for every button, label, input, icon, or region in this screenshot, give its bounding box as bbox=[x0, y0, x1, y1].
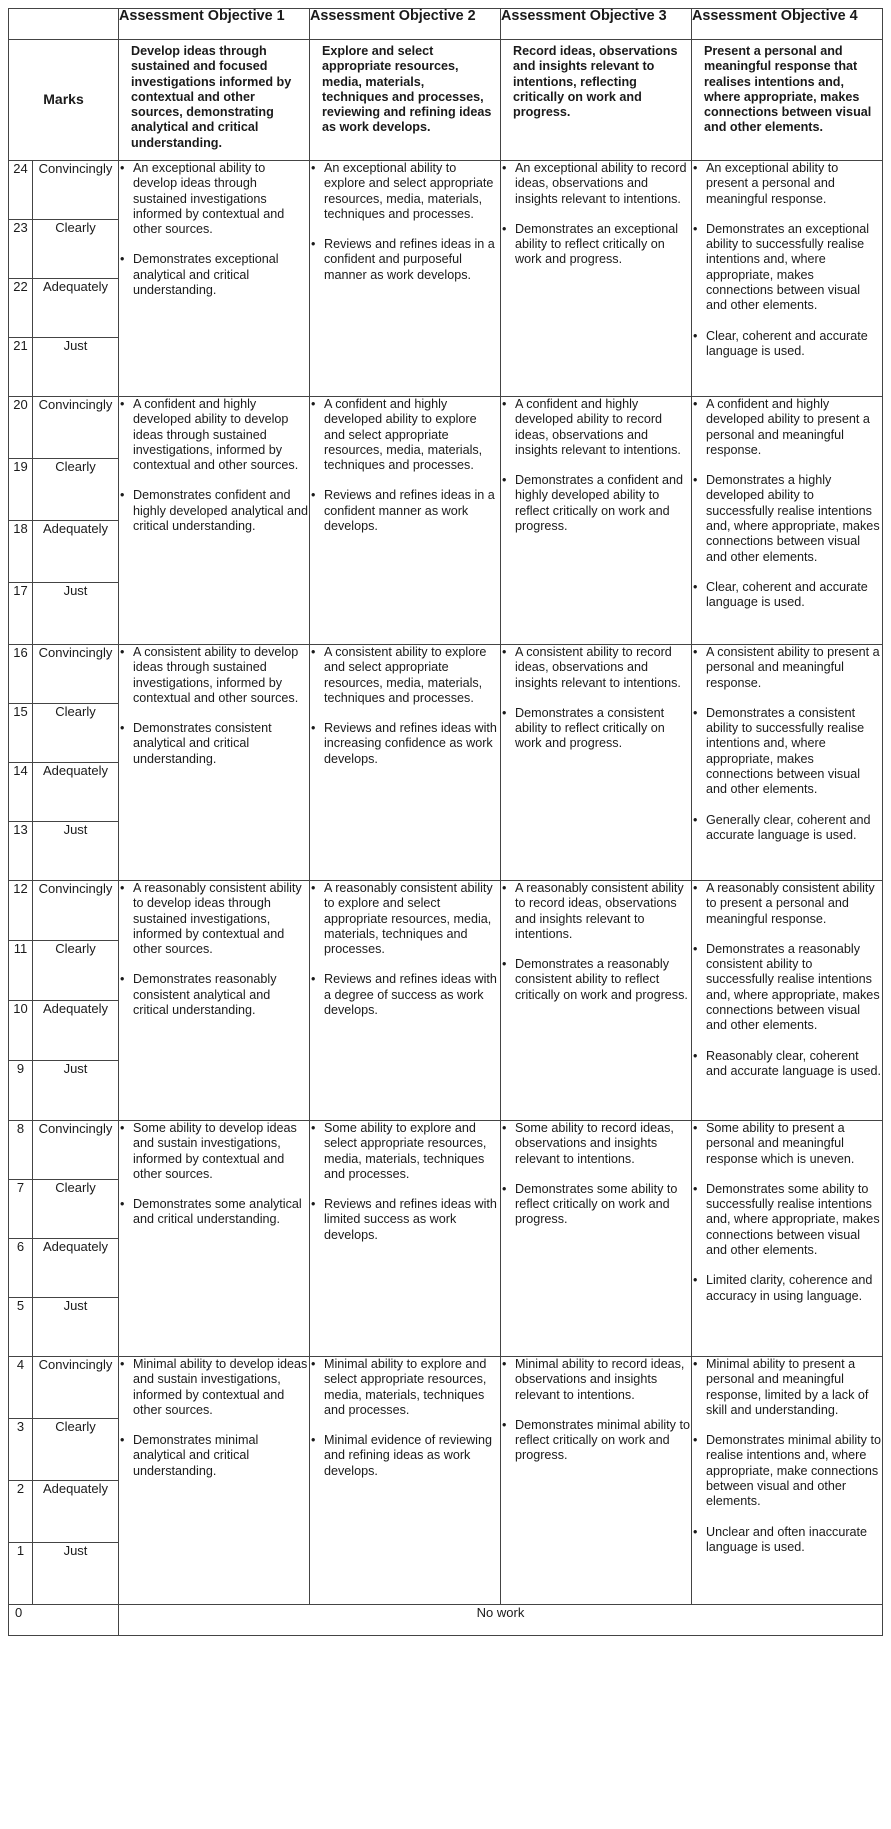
criteria-item: • Reviews and refines ideas with increasing confidence as work develops. bbox=[310, 721, 500, 767]
criteria-item: • Reasonably clear, coherent and accurate language is used. bbox=[692, 1049, 882, 1080]
mark-level: Adequately bbox=[33, 1481, 119, 1543]
ao4-description: Present a personal and meaningful response that realises intentions and, where appropriate, makes connections between visual and other elements. bbox=[692, 40, 883, 161]
criteria-item: • A confident and highly developed ability to present a personal and meaningful response. bbox=[692, 397, 882, 458]
mark-level: Adequately bbox=[33, 279, 119, 338]
criteria-item: • A reasonably consistent ability to explore and select appropriate resources, media, materials, techniques and processes. bbox=[310, 881, 500, 957]
ao3-criteria-cell bbox=[501, 881, 692, 1121]
mark-level: Convincingly bbox=[33, 881, 119, 941]
mark-number: 20 bbox=[9, 397, 33, 459]
criteria-item: • Demonstrates minimal analytical and critical understanding. bbox=[119, 1433, 309, 1479]
ao3-description: Record ideas, observations and insights relevant to intentions, reflecting critically on work and progress. bbox=[501, 40, 692, 161]
criteria-list bbox=[501, 1121, 691, 1228]
criteria-item: • Limited clarity, coherence and accuracy in using language. bbox=[692, 1273, 882, 1304]
marks-label: Marks bbox=[9, 40, 119, 161]
criteria-list bbox=[501, 397, 691, 534]
criteria-item: • A confident and highly developed ability to explore and select appropriate resources, media, materials, techniques and processes. bbox=[310, 397, 500, 473]
criteria-item: • Some ability to develop ideas and sustain investigations, informed by contextual and other sources. bbox=[119, 1121, 309, 1182]
criteria-item: • Demonstrates a reasonably consistent ability to successfully realise intentions and, where appropriate, makes connections between visual and other elements. bbox=[692, 942, 882, 1034]
mark-number: 19 bbox=[9, 459, 33, 521]
mark-number: 12 bbox=[9, 881, 33, 941]
mark-row bbox=[9, 645, 883, 704]
criteria-list bbox=[692, 645, 882, 843]
ao3-criteria-cell bbox=[501, 645, 692, 881]
criteria-item: • An exceptional ability to record ideas, observations and insights relevant to intentions. bbox=[501, 161, 691, 207]
criteria-item: • Demonstrates some analytical and critical understanding. bbox=[119, 1197, 309, 1228]
ao1-criteria-cell bbox=[119, 881, 310, 1121]
criteria-item: • Reviews and refines ideas in a confident manner as work develops. bbox=[310, 488, 500, 534]
mark-number: 9 bbox=[9, 1061, 33, 1121]
mark-number: 4 bbox=[9, 1357, 33, 1419]
criteria-item: • A reasonably consistent ability to record ideas, observations and insights relevant to intentions. bbox=[501, 881, 691, 942]
criteria-item: • A consistent ability to record ideas, observations and insights relevant to intentions. bbox=[501, 645, 691, 691]
criteria-item: • Reviews and refines ideas in a confident and purposeful manner as work develops. bbox=[310, 237, 500, 283]
criteria-item: • A confident and highly developed ability to develop ideas through sustained investigations, informed by contextual and other sources. bbox=[119, 397, 309, 473]
criteria-item: • Demonstrates exceptional analytical and critical understanding. bbox=[119, 252, 309, 298]
criteria-item: • A reasonably consistent ability to present a personal and meaningful response. bbox=[692, 881, 882, 927]
ao4-criteria-cell bbox=[692, 881, 883, 1121]
ao4-criteria-cell bbox=[692, 1357, 883, 1605]
header-blank-cell bbox=[9, 9, 119, 40]
criteria-list bbox=[310, 1357, 500, 1479]
mark-number: 24 bbox=[9, 161, 33, 220]
criteria-list bbox=[692, 161, 882, 359]
mark-level: Adequately bbox=[33, 1239, 119, 1298]
mark-number: 11 bbox=[9, 941, 33, 1001]
mark-level: Just bbox=[33, 1543, 119, 1605]
mark-level: Clearly bbox=[33, 704, 119, 763]
no-work-label: No work bbox=[119, 1605, 883, 1636]
criteria-item: • Clear, coherent and accurate language is used. bbox=[692, 580, 882, 611]
mark-number: 15 bbox=[9, 704, 33, 763]
criteria-item: • Demonstrates a reasonably consistent ability to reflect critically on work and progress. bbox=[501, 957, 691, 1003]
mark-level: Convincingly bbox=[33, 1357, 119, 1419]
criteria-list bbox=[119, 161, 309, 298]
mark-level: Just bbox=[33, 1298, 119, 1357]
criteria-item: • Some ability to record ideas, observations and insights relevant to intentions. bbox=[501, 1121, 691, 1167]
criteria-item: • Demonstrates a highly developed ability to successfully realise intentions and, where appropriate, makes connections between visual and other elements. bbox=[692, 473, 882, 565]
ao4-criteria-cell bbox=[692, 397, 883, 645]
mark-number: 1 bbox=[9, 1543, 33, 1605]
criteria-item: • A consistent ability to present a personal and meaningful response. bbox=[692, 645, 882, 691]
mark-level: Clearly bbox=[33, 1419, 119, 1481]
criteria-list bbox=[119, 1357, 309, 1479]
criteria-list bbox=[501, 1357, 691, 1464]
criteria-list bbox=[692, 881, 882, 1079]
criteria-item: • Minimal ability to explore and select appropriate resources, media, materials, techniques and processes. bbox=[310, 1357, 500, 1418]
criteria-list bbox=[692, 1357, 882, 1555]
ao2-criteria-cell bbox=[310, 1121, 501, 1357]
criteria-item: • An exceptional ability to present a personal and meaningful response. bbox=[692, 161, 882, 207]
criteria-list bbox=[692, 397, 882, 611]
criteria-item: • Demonstrates minimal ability to reflect critically on work and progress. bbox=[501, 1418, 691, 1464]
mark-number: 7 bbox=[9, 1180, 33, 1239]
ao2-description: Explore and select appropriate resources, media, materials, techniques and processes, reviewing and refining ideas as work develops. bbox=[310, 40, 501, 161]
mark-row bbox=[9, 1121, 883, 1180]
criteria-list bbox=[310, 881, 500, 1018]
mark-level: Adequately bbox=[33, 521, 119, 583]
criteria-item: • Unclear and often inaccurate language is used. bbox=[692, 1525, 882, 1556]
mark-number: 8 bbox=[9, 1121, 33, 1180]
mark-number: 14 bbox=[9, 763, 33, 822]
criteria-item: • An exceptional ability to develop ideas through sustained investigations informed by contextual and other sources. bbox=[119, 161, 309, 237]
mark-number: 18 bbox=[9, 521, 33, 583]
criteria-list bbox=[119, 645, 309, 767]
mark-level: Clearly bbox=[33, 459, 119, 521]
grid-body bbox=[9, 161, 883, 1636]
ao1-criteria-cell bbox=[119, 645, 310, 881]
criteria-item: • Minimal ability to develop ideas and sustain investigations, informed by contextual and other sources. bbox=[119, 1357, 309, 1418]
mark-level: Just bbox=[33, 583, 119, 645]
ao1-criteria-cell bbox=[119, 1121, 310, 1357]
criteria-item: • Demonstrates a confident and highly developed ability to reflect critically on work and progress. bbox=[501, 473, 691, 534]
criteria-item: • A consistent ability to develop ideas through sustained investigations, informed by contextual and other sources. bbox=[119, 645, 309, 706]
mark-level: Convincingly bbox=[33, 1121, 119, 1180]
criteria-item: • Demonstrates an exceptional ability to successfully realise intentions and, where appropriate, makes connections between visual and other elements. bbox=[692, 222, 882, 314]
objective-description-row bbox=[9, 40, 883, 161]
criteria-item: • A consistent ability to explore and select appropriate resources, media, materials, techniques and processes. bbox=[310, 645, 500, 706]
mark-row bbox=[9, 397, 883, 459]
criteria-item: • Demonstrates some ability to reflect critically on work and progress. bbox=[501, 1182, 691, 1228]
criteria-item: • Minimal evidence of reviewing and refining ideas as work develops. bbox=[310, 1433, 500, 1479]
mark-number: 6 bbox=[9, 1239, 33, 1298]
mark-level: Just bbox=[33, 822, 119, 881]
mark-level: Just bbox=[33, 1061, 119, 1121]
criteria-list bbox=[692, 1121, 882, 1304]
criteria-item: • Demonstrates some ability to successfully realise intentions and, where appropriate, makes connections between visual and other elements. bbox=[692, 1182, 882, 1258]
ao3-criteria-cell bbox=[501, 1121, 692, 1357]
criteria-list bbox=[310, 1121, 500, 1243]
mark-number: 10 bbox=[9, 1001, 33, 1061]
mark-number: 23 bbox=[9, 220, 33, 279]
mark-level: Clearly bbox=[33, 941, 119, 1001]
mark-number: 13 bbox=[9, 822, 33, 881]
ao2-title: Assessment Objective 2 bbox=[310, 9, 501, 40]
criteria-item: • Demonstrates a consistent ability to reflect critically on work and progress. bbox=[501, 706, 691, 752]
ao2-criteria-cell bbox=[310, 161, 501, 397]
ao4-title: Assessment Objective 4 bbox=[692, 9, 883, 40]
criteria-item: • A reasonably consistent ability to develop ideas through sustained investigations, informed by contextual and other sources. bbox=[119, 881, 309, 957]
criteria-item: • Generally clear, coherent and accurate language is used. bbox=[692, 813, 882, 844]
zero-mark-row bbox=[9, 1605, 883, 1636]
mark-level: Clearly bbox=[33, 220, 119, 279]
mark-level: Adequately bbox=[33, 1001, 119, 1061]
criteria-list bbox=[501, 645, 691, 752]
zero-mark-number: 0 bbox=[9, 1605, 119, 1636]
criteria-item: • Demonstrates an exceptional ability to reflect critically on work and progress. bbox=[501, 222, 691, 268]
mark-number: 22 bbox=[9, 279, 33, 338]
criteria-item: • Demonstrates a consistent ability to successfully realise intentions and, where appropriate, makes connections between visual and other elements. bbox=[692, 706, 882, 798]
mark-number: 21 bbox=[9, 338, 33, 397]
criteria-list bbox=[310, 161, 500, 283]
criteria-item: • Minimal ability to record ideas, observations and insights relevant to intentions. bbox=[501, 1357, 691, 1403]
ao1-title: Assessment Objective 1 bbox=[119, 9, 310, 40]
mark-level: Convincingly bbox=[33, 397, 119, 459]
ao4-criteria-cell bbox=[692, 161, 883, 397]
mark-number: 3 bbox=[9, 1419, 33, 1481]
ao1-criteria-cell bbox=[119, 161, 310, 397]
ao1-criteria-cell bbox=[119, 397, 310, 645]
ao3-criteria-cell bbox=[501, 397, 692, 645]
criteria-item: • An exceptional ability to explore and select appropriate resources, media, materials, techniques and processes. bbox=[310, 161, 500, 222]
criteria-item: • Demonstrates minimal ability to realise intentions and, where appropriate, make connections between visual and other elements. bbox=[692, 1433, 882, 1509]
mark-level: Clearly bbox=[33, 1180, 119, 1239]
criteria-item: • Some ability to present a personal and meaningful response which is uneven. bbox=[692, 1121, 882, 1167]
mark-row bbox=[9, 881, 883, 941]
mark-row bbox=[9, 161, 883, 220]
ao3-criteria-cell bbox=[501, 1357, 692, 1605]
ao2-criteria-cell bbox=[310, 881, 501, 1121]
criteria-item: • Demonstrates reasonably consistent analytical and critical understanding. bbox=[119, 972, 309, 1018]
mark-level: Just bbox=[33, 338, 119, 397]
criteria-list bbox=[119, 1121, 309, 1228]
ao2-criteria-cell bbox=[310, 1357, 501, 1605]
criteria-item: • A confident and highly developed ability to record ideas, observations and insights relevant to intentions. bbox=[501, 397, 691, 458]
criteria-item: • Reviews and refines ideas with a degree of success as work develops. bbox=[310, 972, 500, 1018]
mark-number: 17 bbox=[9, 583, 33, 645]
criteria-list bbox=[501, 161, 691, 268]
criteria-item: • Some ability to explore and select appropriate resources, media, materials, techniques and processes. bbox=[310, 1121, 500, 1182]
ao2-criteria-cell bbox=[310, 397, 501, 645]
assessment-grid bbox=[8, 8, 883, 1636]
ao1-description: Develop ideas through sustained and focused investigations informed by contextual and other sources, demonstrating analytical and critical understanding. bbox=[119, 40, 310, 161]
criteria-item: • Clear, coherent and accurate language is used. bbox=[692, 329, 882, 360]
mark-level: Convincingly bbox=[33, 645, 119, 704]
mark-level: Adequately bbox=[33, 763, 119, 822]
criteria-item: • Reviews and refines ideas with limited success as work develops. bbox=[310, 1197, 500, 1243]
criteria-list bbox=[119, 881, 309, 1018]
criteria-list bbox=[501, 881, 691, 1003]
ao2-criteria-cell bbox=[310, 645, 501, 881]
criteria-item: • Demonstrates confident and highly developed analytical and critical understanding. bbox=[119, 488, 309, 534]
ao3-criteria-cell bbox=[501, 161, 692, 397]
mark-level: Convincingly bbox=[33, 161, 119, 220]
mark-number: 2 bbox=[9, 1481, 33, 1543]
criteria-list bbox=[119, 397, 309, 534]
mark-number: 16 bbox=[9, 645, 33, 704]
ao4-criteria-cell bbox=[692, 1121, 883, 1357]
criteria-list bbox=[310, 645, 500, 767]
ao1-criteria-cell bbox=[119, 1357, 310, 1605]
criteria-item: • Demonstrates consistent analytical and critical understanding. bbox=[119, 721, 309, 767]
criteria-item: • Minimal ability to present a personal and meaningful response, limited by a lack of skill and understanding. bbox=[692, 1357, 882, 1418]
ao3-title: Assessment Objective 3 bbox=[501, 9, 692, 40]
mark-number: 5 bbox=[9, 1298, 33, 1357]
mark-row bbox=[9, 1357, 883, 1419]
ao4-criteria-cell bbox=[692, 645, 883, 881]
criteria-list bbox=[310, 397, 500, 534]
objective-header-row bbox=[9, 9, 883, 40]
